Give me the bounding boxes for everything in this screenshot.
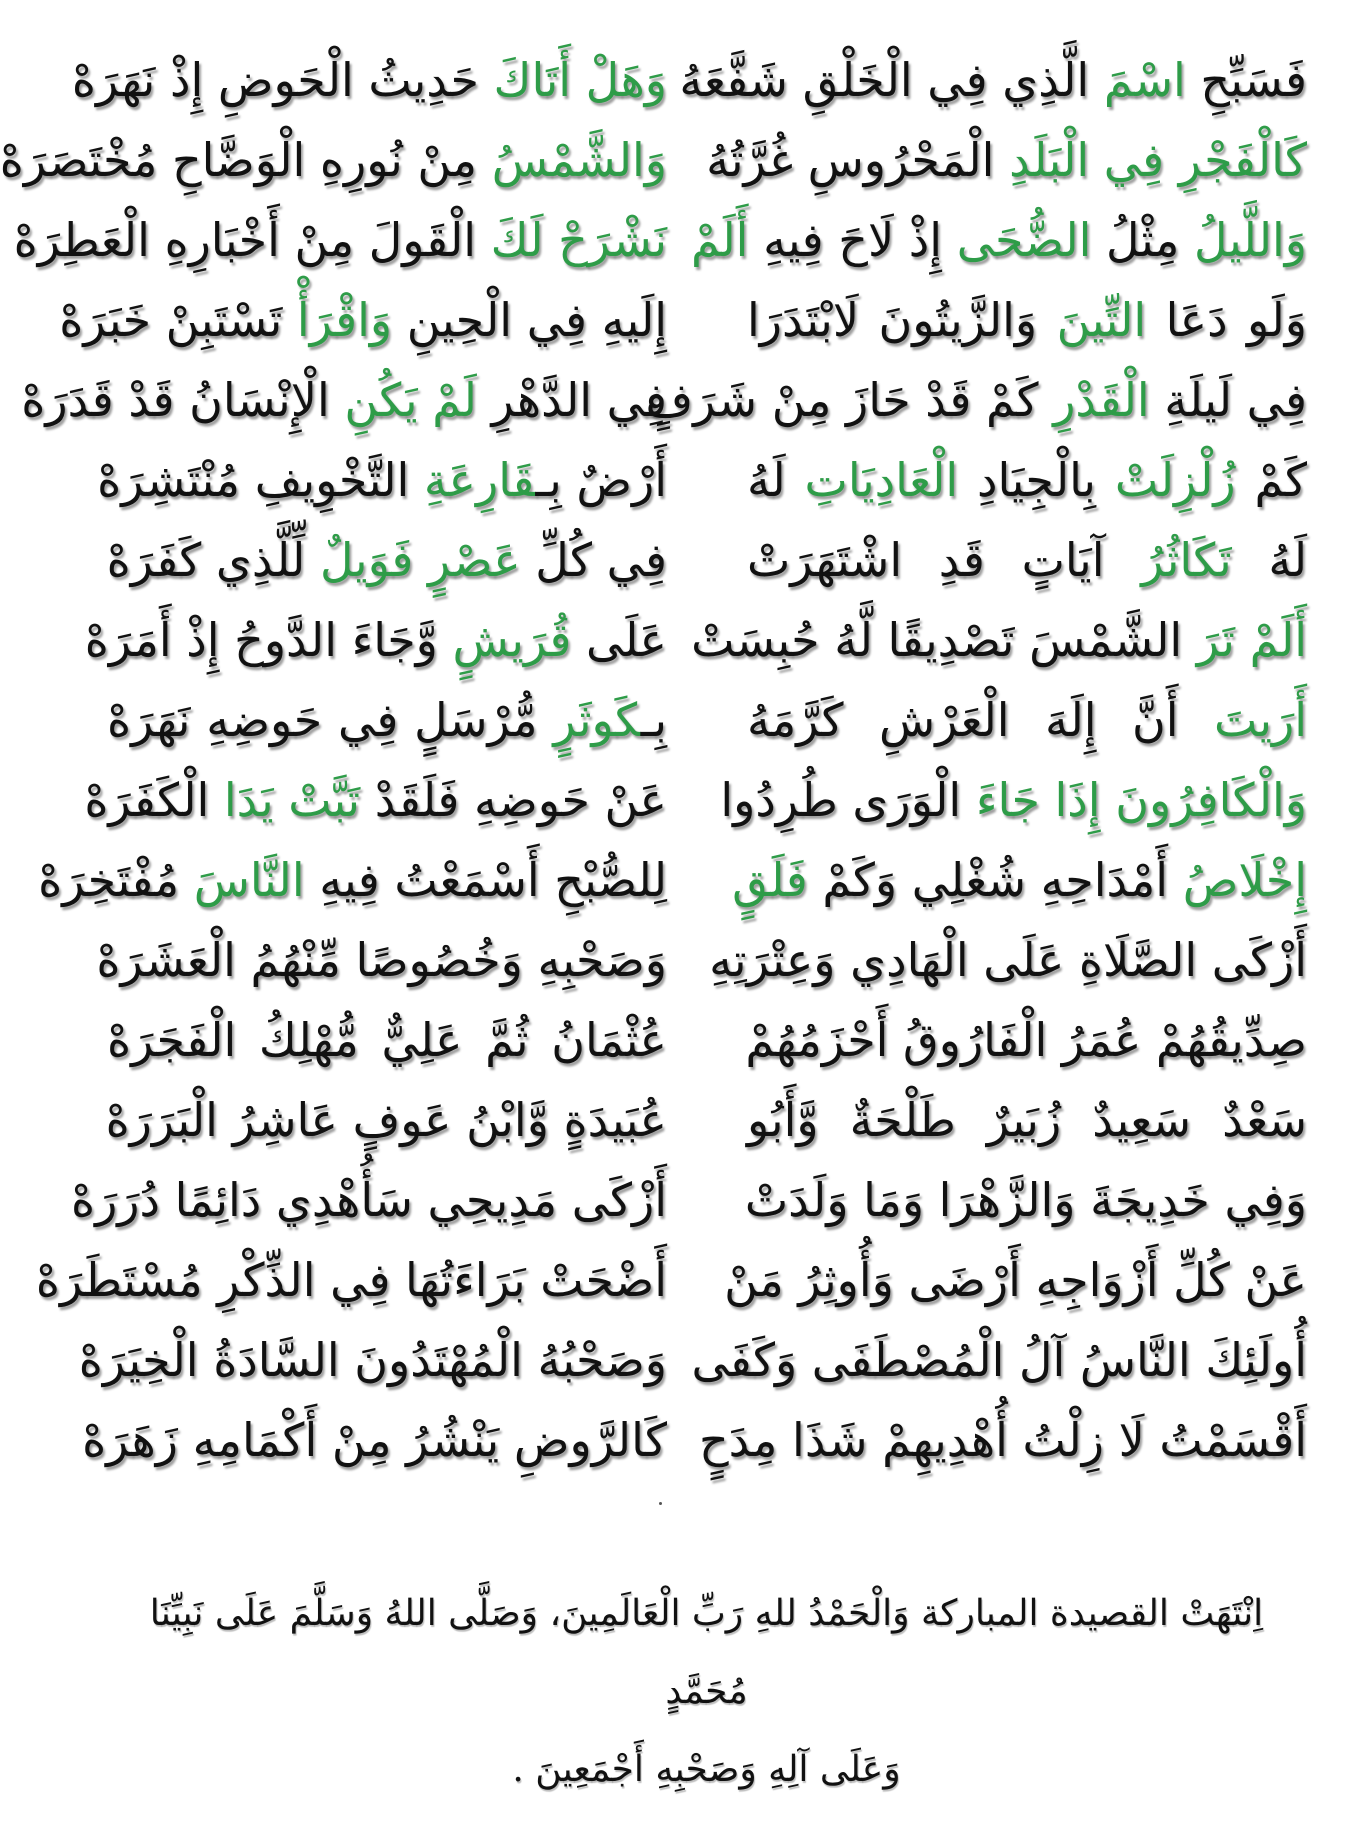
verse-text: فِي لَيلَةِ: [1149, 373, 1307, 427]
surah-name-highlight: كَوثَرٍ: [553, 693, 641, 747]
verse-text: كَمْ قَدْ حَازَ مِنْ شَرَفٍ: [645, 373, 1054, 427]
hemistich-right: [732, 840, 1307, 920]
verse-8: [84, 600, 1307, 680]
surah-name-highlight: اسْمَ: [1103, 53, 1186, 107]
surah-name-highlight: تَبَّتْ يَدَا: [223, 773, 361, 827]
hemistich-left: [97, 440, 667, 520]
hemistich-left: [59, 280, 667, 360]
verse-15: [70, 1160, 1307, 1240]
closing-line-1: اِنْتَهَتْ القصيدة المباركة وَالْحَمْدُ للهِ رَبِّ الْعَالَمِينَ، وَصَلَّى اللهُ وَسَلَّمَ عَلَى نَبِيِّنَا مُحَمَّدٍ: [149, 1593, 1264, 1712]
hemistich-right: [747, 440, 1307, 520]
verse-text: الْقَولَ مِنْ أَخْبَارِهِ الْعَطِرَهْ: [13, 213, 491, 267]
verse-text: مِنْ نُورِهِ الْوَضَّاحِ مُخْتَصَرَهْ: [0, 133, 492, 187]
verse-6: [97, 440, 1307, 520]
verse-text: أَرْضٌ بِـ: [535, 453, 667, 507]
verse-text: لِلصُّبْحِ أَسْمَعْتُ فِيهِ: [304, 853, 667, 907]
surah-name-highlight: الضُّحَى: [956, 213, 1092, 267]
verse-4: [59, 280, 1307, 360]
verse-17: [78, 1320, 1307, 1400]
surah-name-highlight: الْقَدْرِ: [1053, 373, 1150, 427]
surah-name-highlight: زُلْزِلَتْ: [1114, 453, 1236, 507]
poem: [0, 40, 1307, 1480]
verse-18: [82, 1400, 1307, 1480]
verse-text: عُبَيدَةٍ وَّابْنُ عَوفٍ عَاشِرُ الْبَرَرَهْ: [105, 1093, 667, 1147]
surah-name-highlight: نَشْرَحْ لَكَ: [490, 213, 667, 267]
verse-text: أُولَئِكَ النَّاسُ آلُ الْمُصْطَفَى وَكَفَى: [691, 1333, 1307, 1387]
surah-name-highlight: النَّاسَ: [193, 853, 305, 907]
verse-text: وَّجَاءَ الدَّوحُ إِذْ أَمَرَهْ: [84, 613, 453, 667]
verse-7: [107, 520, 1307, 600]
verse-text: صِدِّيقُهُمْ عُمَرُ الْفَارُوقُ أَحْزَمُهُمْ: [745, 1013, 1307, 1067]
verse-text: سَعْدٌ سَعِيدٌ زُبَيرٌ طَلْحَةٌ وَّأَبُو: [747, 1093, 1307, 1147]
surah-name-highlight: قُرَيشٍ: [452, 613, 572, 667]
hemistich-right: [679, 40, 1307, 120]
verse-text: لَهُ: [1231, 533, 1307, 587]
surah-name-highlight: فَلَقٍ: [732, 853, 808, 907]
verse-text: وَصَحْبِهِ وَخُصُوصًا مِّنْهُمُ الْعَشَرَهْ: [96, 933, 667, 987]
surah-name-highlight: وَالشَّمْسُ: [491, 133, 667, 187]
verse-text: فِي كُلِّ: [520, 533, 667, 587]
verse-text: أَقْسَمْتُ لَا زِلْتُ أُهْدِيهِمْ شَذَا مِدَحٍ: [698, 1413, 1307, 1467]
verse-12: [96, 920, 1307, 1000]
hemistich-left: [96, 920, 667, 1000]
verse-text: تَسْتَبِنْ خَبَرَهْ: [59, 293, 297, 347]
verse-13: [107, 1000, 1307, 1080]
hemistich-left: [107, 680, 667, 760]
verse-9: [107, 680, 1307, 760]
hemistich-left: [71, 40, 667, 120]
verse-10: [84, 760, 1307, 840]
hemistich-right: [747, 280, 1307, 360]
verse-text: الْإِنْسَانُ قَدْ قَدَرَهْ: [21, 373, 345, 427]
hemistich-right: [720, 760, 1307, 840]
verse-text: عُثْمَانُ ثُمَّ عَلِيٌّ مُّهْلِكُ الْفَجَرَهْ: [107, 1013, 667, 1067]
hemistich-left: [21, 360, 667, 440]
hemistich-right: [709, 920, 1307, 1000]
hemistich-right: [706, 120, 1307, 200]
closing-prayer: [129, 1575, 1284, 1809]
hemistich-right: [691, 200, 1307, 280]
verse-text: فَسَبِّحِ: [1185, 53, 1307, 107]
surah-name-highlight: عَصْرٍ فَوَيلٌ: [319, 533, 521, 587]
surah-name-highlight: كَالْفَجْرِ: [1178, 133, 1307, 187]
surah-name-highlight: إِخْلَاصُ: [1182, 853, 1307, 907]
verse-3: [13, 200, 1307, 280]
verse-text: آيَاتٍ قَدِ اشْتَهَرَتْ: [747, 533, 1142, 587]
surah-name-highlight: أَرَيتَ: [1214, 693, 1307, 747]
hemistich-right: [747, 1000, 1307, 1080]
surah-name-highlight: التِّينَ: [1056, 293, 1147, 347]
verse-text: الْمَحْرُوسِ غُرَّتُهُ: [706, 133, 1010, 187]
verse-text: فِي الدَّهْرِ: [476, 373, 667, 427]
hemistich-left: [35, 1240, 667, 1320]
verse-text: لَهُ: [747, 453, 805, 507]
hemistich-left: [84, 760, 667, 840]
verse-text: كَالرَّوضِ يَنْشُرُ مِنْ أَكْمَامِهِ زَهَرَهْ: [82, 1413, 667, 1467]
hemistich-left: [78, 1320, 667, 1400]
verse-text: بِـ: [640, 693, 667, 747]
verse-16: [35, 1240, 1307, 1320]
surah-name-highlight: وَاقْرَأْ: [296, 293, 393, 347]
hemistich-left: [107, 1000, 667, 1080]
verse-text: كَمْ: [1235, 453, 1307, 507]
verse-text: بِالْجِيَادِ: [958, 453, 1115, 507]
surah-name-highlight: تَكَاثُرُ: [1141, 533, 1232, 587]
verse-text: أَزْكَى الصَّلَاةِ عَلَى الْهَادِي وَعِتْرَتِهِ: [709, 933, 1307, 987]
verse-text: [1164, 133, 1179, 187]
verse-14: [107, 1080, 1307, 1160]
verse-11: [38, 840, 1307, 920]
hemistich-right: [747, 520, 1307, 600]
verse-text: أَنَّ إِلَهَ الْعَرْشِ كَرَّمَهُ: [747, 693, 1215, 747]
verse-text: أَمْدَاحِهِ شُغْلِي وَكَمْ: [807, 853, 1183, 907]
verse-text: وَالزَّيتُونَ لَابْتَدَرَا: [747, 293, 1057, 347]
hemistich-left: [84, 600, 667, 680]
hemistich-right: [691, 1320, 1307, 1400]
verse-text: التَّخْوِيفِ مُنْتَشِرَهْ: [97, 453, 424, 507]
surah-name-highlight: وَالْكَافِرُونَ إِذَا جَاءَ: [975, 773, 1307, 827]
verse-5: [21, 360, 1307, 440]
closing-line-2: وَعَلَى آلِهِ وَصَحْبِهِ أَجْمَعِينَ .: [512, 1749, 901, 1790]
verse-text: عَنْ كُلِّ أَزْوَاجِهِ أَرْضَى وَأُوثِرُ مَنْ: [724, 1253, 1307, 1307]
verse-1: [71, 40, 1307, 120]
hemistich-right: [747, 1080, 1307, 1160]
verse-text: الْكَفَرَهْ: [84, 773, 224, 827]
verse-text: حَدِيثُ الْحَوضِ إِذْ نَهَرَهْ: [71, 53, 494, 107]
hemistich-left: [70, 1160, 667, 1240]
verse-text: إِذْ لَاحَ فِيهِ: [748, 213, 957, 267]
surah-name-highlight: أَلَمْ تَرَ: [1196, 613, 1307, 667]
hemistich-left: [13, 200, 667, 280]
surah-name-highlight: قَارِعَةِ: [423, 453, 536, 507]
hemistich-left: [107, 520, 667, 600]
surah-name-highlight: أَلَمْ: [691, 213, 749, 267]
hemistich-right: [645, 360, 1307, 440]
hemistich-right: [691, 600, 1307, 680]
verse-text: مِثْلُ: [1091, 213, 1195, 267]
verse-text: وَصَحْبُهُ الْمُهْتَدُونَ السَّادَةُ الْخِيَرَهْ: [78, 1333, 667, 1387]
verse-text: عَنْ حَوضِهِ فَلَقَدْ: [360, 773, 667, 827]
verse-text: أَزْكَى مَدِيحِي سَأُهْدِي دَائِمًا دُرَرَهْ: [70, 1173, 667, 1227]
surah-name-highlight: وَاللَّيلُ: [1194, 213, 1307, 267]
verse-text: عَلَى: [571, 613, 667, 667]
verse-text: وَفِي خَدِيجَةَ وَالزَّهْرَا وَمَا وَلَدَتْ: [744, 1173, 1307, 1227]
surah-name-highlight: لَمْ يَكُنِ: [344, 373, 477, 427]
surah-name-highlight: وَهَلْ أَتَاكَ: [493, 53, 667, 107]
verse-text: مُّرْسَلٍ فِي حَوضِهِ نَهَرَهْ: [107, 693, 554, 747]
verse-text: وَلَو دَعَا: [1146, 293, 1307, 347]
verse-text: أَضْحَتْ بَرَاءَتُهَا فِي الذِّكْرِ مُسْتَطَرَهْ: [35, 1253, 667, 1307]
verse-text: لِّلَّذِي كَفَرَهْ: [106, 533, 320, 587]
hemistich-right: [698, 1400, 1307, 1480]
verse-2: [0, 120, 1307, 200]
hemistich-left: [82, 1400, 667, 1480]
verse-text: الشَّمْسَ تَصْدِيقًا لَّهُ حُبِسَتْ: [691, 613, 1197, 667]
hemistich-left: [107, 1080, 667, 1160]
verse-text: مُفْتَخِرَهْ: [38, 853, 194, 907]
hemistich-left: [0, 120, 667, 200]
stray-dot: [659, 1502, 662, 1505]
surah-name-highlight: الْعَادِيَاتِ: [804, 453, 959, 507]
surah-name-highlight: فِي الْبَلَدِ: [1009, 133, 1165, 187]
verse-text: الَّذِي فِي الْخَلْقِ شَفَّعَهُ: [679, 53, 1104, 107]
hemistich-right: [744, 1160, 1307, 1240]
verse-text: إِلَيهِ فِي الْحِينِ: [392, 293, 667, 347]
hemistich-left: [38, 840, 667, 920]
hemistich-right: [724, 1240, 1307, 1320]
verse-text: الْوَرَى طُرِدُوا: [720, 773, 976, 827]
hemistich-right: [747, 680, 1307, 760]
